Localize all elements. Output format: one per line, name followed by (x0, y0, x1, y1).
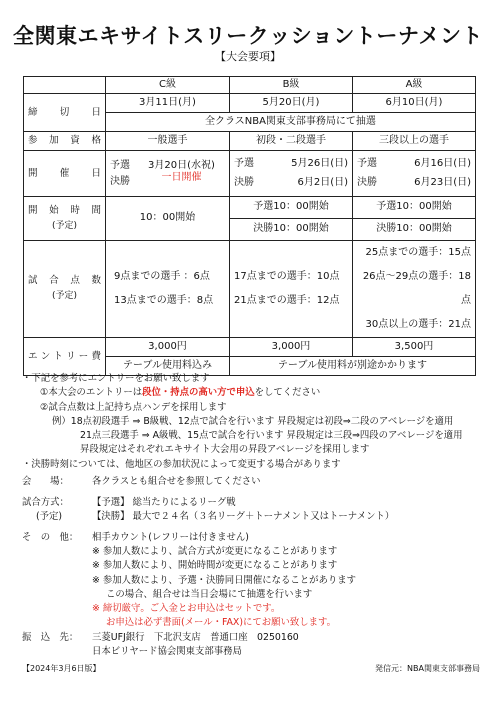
start-a-final: 決勝10：00開始 (353, 219, 476, 241)
note-entry-highlight: 段位・持点の高い方で申込 (142, 387, 255, 399)
notes-block (22, 372, 482, 472)
qualification-b: 初段・二段選手 (230, 132, 353, 151)
note-line: ・下記を参考にエントリーをお願い致します (22, 373, 210, 384)
venue-value: 各クラスとも組合せを参照してください (92, 476, 261, 487)
start-row-1 (24, 197, 476, 219)
header-b-class: B級 (230, 77, 353, 94)
fee-ba-note: テーブル使用料が別途かかります (230, 357, 476, 376)
fee-b: 3,000円 (230, 338, 353, 357)
note-line: 昇段規定はそれぞれエキサイト大会用の昇段アベレージを採用します (80, 444, 370, 456)
format-qual: 【予選】 総当たりによるリーグ戦 (92, 497, 236, 508)
date-b (230, 151, 353, 197)
note-entry-rule (22, 386, 482, 400)
date-a-final: 6月23日(日) (414, 176, 471, 188)
format-label: 試合方式： (22, 497, 69, 508)
fee-c: 3,000円 (106, 338, 230, 357)
note-line: ・決勝時刻については、他地区の参加状況によって変更する場合があります (22, 458, 341, 470)
transfer-bank: 三菱UFJ銀行 下北沢支店 普通口座 0250160 (92, 632, 299, 643)
venue-label: 会 場： (22, 476, 69, 487)
points-a-line: 25点までの選手：15点 (365, 247, 471, 258)
deadline-row (24, 94, 476, 113)
header-row (24, 77, 476, 94)
start-b-qual: 予選10：00開始 (230, 197, 353, 219)
date-a-qual-label: 予選 (357, 158, 377, 169)
start-b-final: 決勝10：00開始 (230, 219, 353, 241)
qualification-c: 一般選手 (106, 132, 230, 151)
deadline-b: 5月20日(月) (230, 94, 353, 113)
date-c (106, 151, 230, 197)
points-a-line: 26点～29点の選手：18点 (362, 271, 471, 306)
date-c-qual-label: 予選 (110, 159, 130, 171)
other-line: この場合、組合せは当日会場にて抽選を行います (106, 588, 313, 600)
date-a (353, 151, 476, 197)
other-line: ※ 参加人数により、開始時間が変更になることがあります (92, 560, 338, 572)
transfer-label: 振 込 先： (22, 632, 79, 643)
start-c: 10：00開始 (106, 197, 230, 241)
points-a (353, 241, 476, 338)
fee-c-note: テーブル使用料込み (106, 357, 230, 376)
note-example: 例）18点初段選手 ⇒ B級戦、12点で試合を行います 昇段規定は初段⇒二段のアベレージを適用 (52, 415, 454, 427)
header-a-class: A級 (353, 77, 476, 94)
points-c-line: 9点までの選手 ：6点 (114, 271, 210, 282)
start-sub: (予定) (51, 220, 78, 231)
date-c-final-label: 決勝 (110, 175, 130, 187)
qualification-a: 三段以上の選手 (353, 132, 476, 151)
note-entry-pre: ①本大会のエントリーは (40, 387, 143, 399)
date-c-date: 3月20日(水祝) (148, 159, 215, 171)
start-a-qual: 予選10：00開始 (353, 197, 476, 219)
header-blank (24, 77, 106, 94)
venue-section (22, 475, 482, 489)
qualification-row (24, 132, 476, 151)
date-a-qual: 6月16日(日) (414, 158, 471, 169)
fee-a: 3,500円 (353, 338, 476, 357)
footer-issuer: 発信元：NBA関東支部事務局 (375, 664, 480, 673)
other-section (22, 531, 482, 630)
page-subtitle: 【大会要項】 (215, 50, 281, 63)
start-label: 開始時間 (28, 204, 101, 216)
format-final: 【決勝】 最大で２４名（３名リーグ＋トーナメント又はトーナメント） (92, 511, 395, 523)
deadline-c: 3月11日(月) (106, 94, 230, 113)
other-label: そ の 他： (22, 532, 79, 543)
other-line: 相手カウント(レフリーは付きません) (92, 532, 249, 543)
date-b-qual-label: 予選 (234, 158, 254, 169)
deadline-a: 6月10日(月) (353, 94, 476, 113)
fee-label: エントリー費 (24, 338, 106, 376)
points-c (106, 241, 230, 338)
date-label: 開催日 (24, 151, 106, 197)
deadline-note: 全クラスNBA関東支部事務局にて抽選 (106, 113, 476, 132)
note-example: 21点三段選手 ⇒ A級戦、15点で試合を行います 昇段規定は三段⇒四段のアベレージを適用 (80, 430, 463, 442)
transfer-account-name: 日本ビリヤード協会関東支部事務局 (92, 646, 242, 658)
format-sub: (予定) (36, 511, 63, 523)
page-title: 全関東エキサイトスリークッショントーナメント (12, 24, 484, 48)
deadline-label: 締切日 (24, 94, 106, 132)
date-row (24, 151, 476, 197)
note-entry-post: をしてください (254, 387, 321, 399)
date-b-final: 6月2日(日) (297, 176, 348, 188)
points-sub: (予定) (51, 291, 78, 302)
other-deadline-warning: ※ 締切厳守。ご入金とお申込はセットです。 (92, 603, 281, 615)
points-row (24, 241, 476, 338)
other-application-warning: お申込は必ず書面(メール・FAX)にてお願い致します。 (106, 617, 336, 629)
points-c-line: 13点までの選手：8点 (114, 295, 214, 306)
qualification-label: 参加資格 (24, 132, 106, 151)
points-label-cell (24, 241, 106, 338)
points-label: 試合点数 (28, 275, 101, 287)
other-line: ※ 参加人数により、試合方式が変更になることがあります (92, 546, 338, 558)
points-a-line: 30点以上の選手：21点 (365, 319, 471, 330)
points-b-line: 21点までの選手：12点 (234, 295, 340, 306)
fee-row (24, 338, 476, 357)
tournament-table (23, 76, 476, 376)
transfer-section (22, 631, 482, 659)
date-c-note: 一日開催 (161, 171, 202, 183)
date-b-final-label: 決勝 (234, 176, 254, 188)
points-b-line: 17点までの選手：10点 (234, 271, 340, 282)
footer-date: 【2024年3月6日版】 (22, 664, 101, 673)
date-b-qual: 5月26日(日) (291, 158, 348, 169)
date-a-final-label: 決勝 (357, 176, 377, 188)
format-section (22, 496, 482, 524)
start-label-cell (24, 197, 106, 241)
note-line: ②試合点数は上記持ち点ハンデを採用します (40, 401, 227, 413)
other-line: ※ 参加人数により、予選・決勝同日開催になることがあります (92, 574, 356, 586)
points-b (230, 241, 353, 338)
header-c-class: C級 (106, 77, 230, 94)
